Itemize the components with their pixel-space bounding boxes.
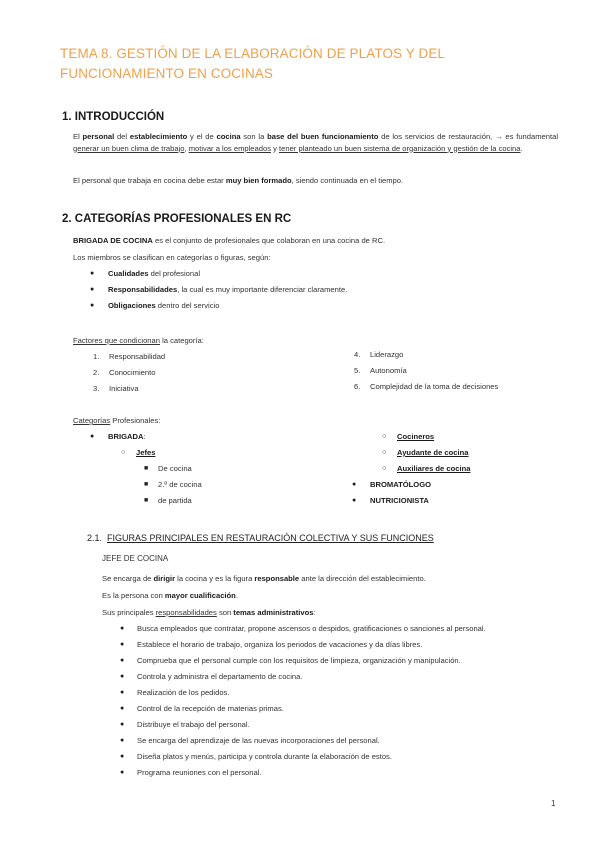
disc-bullet-icon: ● bbox=[352, 481, 357, 488]
category-main-item: BROMATÓLOGO bbox=[370, 480, 432, 489]
category-sub-item: Auxiliares de cocina bbox=[397, 464, 471, 473]
disc-bullet-icon: ● bbox=[120, 769, 125, 776]
intro-paragraph-2: El personal que trabaja en cocina debe estar muy bien formado, siendo continuada en el tiempo. bbox=[73, 176, 404, 185]
intro-paragraph-1: El personal del establecimiento y el de cocina son la base del buen funcionamiento de los servicios de restauración, → es fundamental generar un buen clima de trabajo, motivar a los empleados y tener planteado un buen sistema de organización y gestión de la cocina. bbox=[73, 132, 559, 153]
role-description-3: Sus principales responsabilidades son temas administrativos: bbox=[102, 608, 316, 617]
factor-item: Responsabilidad bbox=[109, 352, 166, 361]
section-2-1-number: 2.1. bbox=[87, 533, 103, 543]
disc-bullet-icon: ● bbox=[120, 673, 125, 680]
factor-number: 5. bbox=[354, 366, 361, 375]
disc-bullet-icon: ● bbox=[90, 286, 95, 293]
category-sub-item: Ayudante de cocina bbox=[397, 448, 469, 457]
section-2-1-heading: FIGURAS PRINCIPALES EN RESTAURACIÓN COLECTIVA Y SUS FUNCIONES bbox=[107, 533, 434, 543]
factor-item: Complejidad de la toma de decisiones bbox=[370, 382, 499, 391]
jefe-item: De cocina bbox=[158, 464, 192, 473]
circle-bullet-icon: ○ bbox=[382, 433, 387, 440]
duty-item: Diseña platos y menús, participa y controla durante la elaboración de estos. bbox=[137, 752, 392, 761]
duty-item: Programa reuniones con el personal. bbox=[137, 768, 262, 777]
category-sub-item: Cocineros bbox=[397, 432, 435, 441]
disc-bullet-icon: ● bbox=[90, 302, 95, 309]
members-intro: Los miembros se clasifican en categorías o figuras, según: bbox=[73, 253, 271, 262]
criteria-item: Responsabilidades, la cual es muy importante diferenciar claramente. bbox=[108, 285, 348, 294]
duty-item: Establece el horario de trabajo, organiza los periodos de vacaciones y da días libres. bbox=[137, 640, 423, 649]
category-jefes: Jefes bbox=[136, 448, 156, 457]
category-main-item: NUTRICIONISTA bbox=[370, 496, 429, 505]
duty-item: Comprueba que el personal cumple con los requisitos de limpieza, organización y manipulación. bbox=[137, 656, 461, 665]
disc-bullet-icon: ● bbox=[120, 737, 125, 744]
role-description-1: Se encarga de dirigir la cocina y es la figura responsable ante la dirección del establecimiento. bbox=[102, 574, 426, 583]
disc-bullet-icon: ● bbox=[120, 721, 125, 728]
factor-item: Conocimiento bbox=[109, 368, 156, 377]
criteria-item: Obligaciones dentro del servicio bbox=[108, 301, 220, 310]
page-title-line-2: FUNCIONAMIENTO EN COCINAS bbox=[60, 66, 274, 81]
brigada-definition: BRIGADA DE COCINA es el conjunto de profesionales que colaboran en una cocina de RC. bbox=[73, 236, 386, 245]
square-bullet-icon: ■ bbox=[144, 497, 149, 504]
factor-item: Liderazgo bbox=[370, 350, 404, 359]
jefe-item: de partida bbox=[158, 496, 192, 505]
duty-item: Distribuye el trabajo del personal. bbox=[137, 720, 250, 729]
factor-number: 6. bbox=[354, 382, 361, 391]
disc-bullet-icon: ● bbox=[120, 641, 125, 648]
duty-item: Busca empleados que contratar, propone ascensos o despidos, gratificaciones o sanciones al personal. bbox=[137, 624, 486, 633]
factors-label: Factores que condicionan la categoría: bbox=[73, 336, 204, 345]
disc-bullet-icon: ● bbox=[90, 433, 95, 440]
factor-number: 2. bbox=[93, 368, 100, 377]
factor-item: Iniciativa bbox=[109, 384, 139, 393]
disc-bullet-icon: ● bbox=[90, 270, 95, 277]
disc-bullet-icon: ● bbox=[120, 625, 125, 632]
circle-bullet-icon: ○ bbox=[121, 449, 126, 456]
category-brigada: BRIGADA: bbox=[108, 432, 146, 441]
factor-number: 3. bbox=[93, 384, 100, 393]
circle-bullet-icon: ○ bbox=[382, 465, 387, 472]
factor-item: Autonomía bbox=[370, 366, 407, 375]
criteria-item: Cualidades del profesional bbox=[108, 269, 201, 278]
square-bullet-icon: ■ bbox=[144, 465, 149, 472]
jefe-item: 2.º de cocina bbox=[158, 480, 202, 489]
factor-number: 1. bbox=[93, 352, 100, 361]
categories-label: Categorías Profesionales: bbox=[73, 416, 161, 425]
circle-bullet-icon: ○ bbox=[382, 449, 387, 456]
square-bullet-icon: ■ bbox=[144, 481, 149, 488]
section-2-heading: 2. CATEGORÍAS PROFESIONALES EN RC bbox=[62, 213, 292, 225]
role-description-2: Es la persona con mayor cualificación. bbox=[102, 591, 238, 600]
page-title-line-1: TEMA 8. GESTIÓN DE LA ELABORACIÓN DE PLATOS Y DEL bbox=[60, 46, 446, 61]
disc-bullet-icon: ● bbox=[120, 753, 125, 760]
disc-bullet-icon: ● bbox=[120, 657, 125, 664]
duty-item: Control de la recepción de materias primas. bbox=[137, 704, 284, 713]
page-number: 1 bbox=[551, 799, 556, 808]
role-heading: JEFE DE COCINA bbox=[102, 554, 169, 563]
duty-item: Controla y administra el departamento de cocina. bbox=[137, 672, 303, 681]
duty-item: Realización de los pedidos. bbox=[137, 688, 230, 697]
disc-bullet-icon: ● bbox=[120, 689, 125, 696]
factor-number: 4. bbox=[354, 350, 361, 359]
disc-bullet-icon: ● bbox=[352, 497, 357, 504]
disc-bullet-icon: ● bbox=[120, 705, 125, 712]
duty-item: Se encarga del aprendizaje de las nuevas incorporaciones del personal. bbox=[137, 736, 380, 745]
section-1-heading: 1. INTRODUCCIÓN bbox=[62, 111, 165, 123]
